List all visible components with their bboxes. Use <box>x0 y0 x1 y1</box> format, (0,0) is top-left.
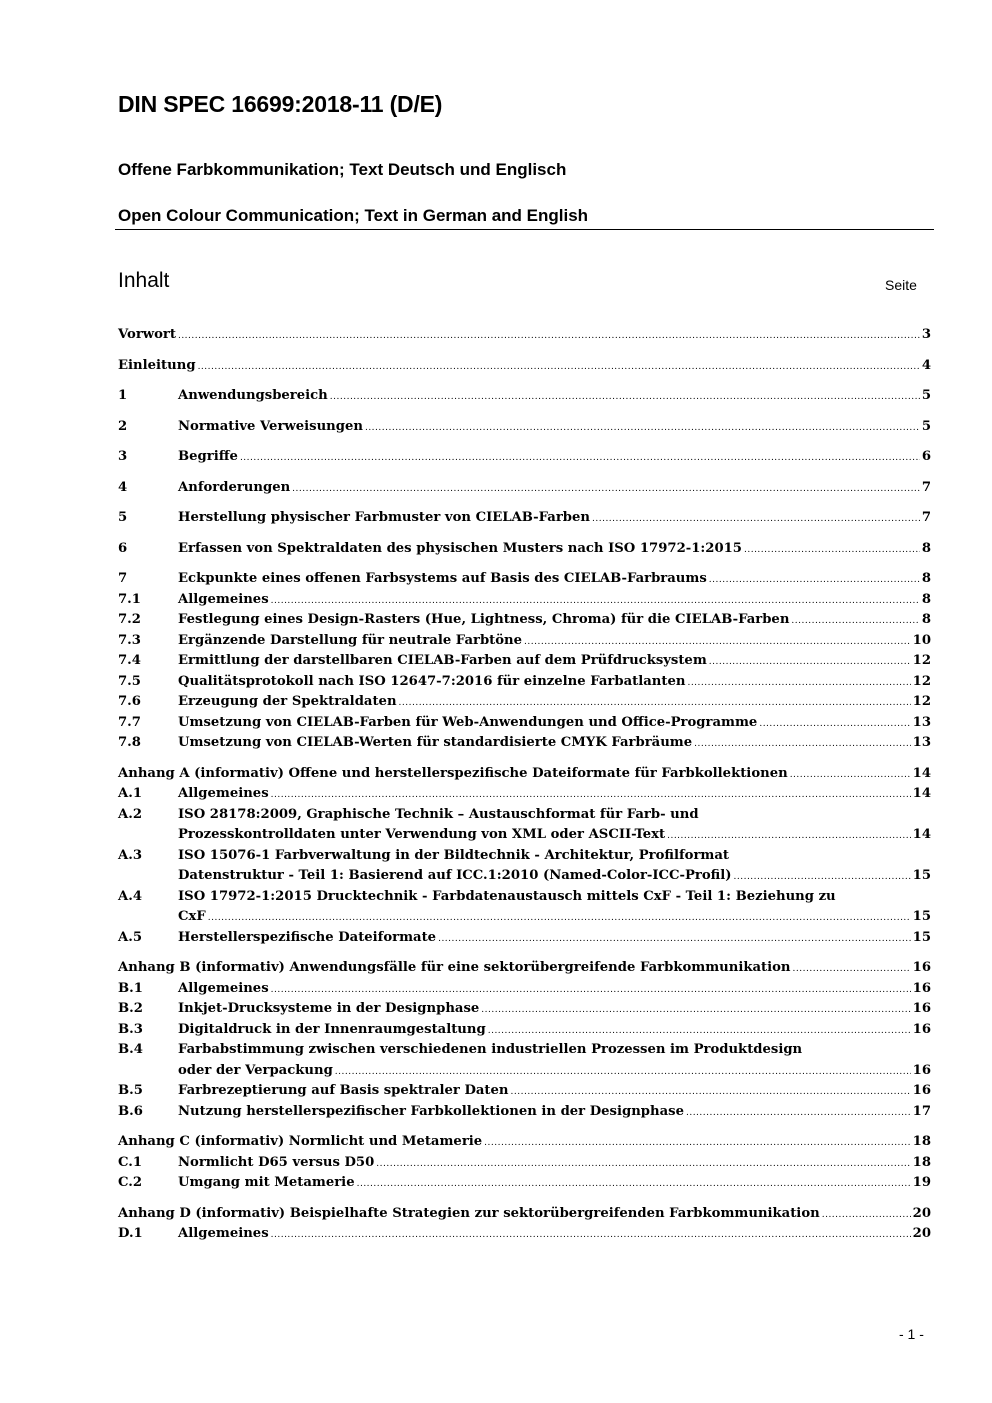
toc-entry-6[interactable]: 6 Erfassen von Spektraldaten des physischen Musters nach ISO 17972-1:2015 ..... 8 <box>118 539 931 560</box>
toc-entry-7-7[interactable]: 7.7 Umsetzung von CIELAB-Farben für Web-Anwendungen und Office-Programme ..... 13 <box>118 713 931 734</box>
toc-entry-b-6[interactable]: B.6 Nutzung herstellerspezifischer Farbkollektionen in der Designphase ..... 17 <box>118 1102 931 1123</box>
toc-entry-4[interactable]: 4 Anforderungen ..... 7 <box>118 478 931 499</box>
toc-entry-b-2[interactable]: B.2 Inkjet-Drucksysteme in der Designphase ..... 16 <box>118 999 931 1020</box>
toc-entry-a-2[interactable]: A.2 ISO 28178:2009, Graphische Technik – Austauschformat für Farb- und <box>118 806 699 822</box>
toc-entry-7-5[interactable]: 7.5 Qualitätsprotokoll nach ISO 12647-7:2016 für einzelne Farbatlanten ..... 12 <box>118 672 931 693</box>
subtitle-german: Offene Farbkommunikation; Text Deutsch und Englisch <box>118 160 567 179</box>
toc-entry-a-1[interactable]: A.1 Allgemeines ..... 14 <box>118 784 931 805</box>
toc-entry-3[interactable]: 3 Begriffe ..... 6 <box>118 447 931 468</box>
toc-entry-einleitung[interactable]: Einleitung ..... 4 <box>118 356 931 377</box>
page-number: - 1 - <box>899 1326 924 1342</box>
toc-entry-5[interactable]: 5 Herstellung physischer Farbmuster von CIELAB-Farben ..... 7 <box>118 508 931 529</box>
toc-entry-2[interactable]: 2 Normative Verweisungen ..... 5 <box>118 417 931 438</box>
toc-entry-7-8[interactable]: 7.8 Umsetzung von CIELAB-Werten für standardisierte CMYK Farbräume ..... 13 <box>118 733 931 754</box>
toc-entry-d-1[interactable]: D.1 Allgemeines ..... 20 <box>118 1224 931 1245</box>
toc-entry-a-2-cont[interactable]: Prozesskontrolldaten unter Verwendung von XML oder ASCII-Text ..... 14 <box>118 825 931 846</box>
toc-entry-a-3[interactable]: A.3 ISO 15076-1 Farbverwaltung in der Bildtechnik - Architektur, Profilformat <box>118 847 729 863</box>
toc-entry-7-2[interactable]: 7.2 Festlegung eines Design-Rasters (Hue, Lightness, Chroma) für die CIELAB-Farben ..... 8 <box>118 610 931 631</box>
toc-entry-7-6[interactable]: 7.6 Erzeugung der Spektraldaten ..... 12 <box>118 692 931 713</box>
toc-entry-c-1[interactable]: C.1 Normlicht D65 versus D50 ..... 18 <box>118 1153 931 1174</box>
toc-entry-a-3-cont[interactable]: Datenstruktur - Teil 1: Basierend auf ICC.1:2010 (Named-Color-ICC-Profil) ..... 15 <box>118 866 931 887</box>
toc-entry-b-4-cont[interactable]: oder der Verpackung ..... 16 <box>118 1061 931 1082</box>
toc-entry-c-2[interactable]: C.2 Umgang mit Metamerie ..... 19 <box>118 1173 931 1194</box>
toc-entry-a-4-cont[interactable]: CxF ..... 15 <box>118 907 931 928</box>
toc-entry-a-4[interactable]: A.4 ISO 17972-1:2015 Drucktechnik - Farbdatenaustausch mittels CxF - Teil 1: Beziehung zu <box>118 888 836 904</box>
toc-entry-b-3[interactable]: B.3 Digitaldruck in der Innenraumgestaltung ..... 16 <box>118 1020 931 1041</box>
toc-entry-a-5[interactable]: A.5 Herstellerspezifische Dateiformate ..... 15 <box>118 928 931 949</box>
toc-entry-7-4[interactable]: 7.4 Ermittlung der darstellbaren CIELAB-Farben auf dem Prüfdrucksystem ..... 12 <box>118 651 931 672</box>
toc-entry-annex-b[interactable]: Anhang B (informativ) Anwendungsfälle für eine sektorübergreifende Farbkommunikation ..... 16 <box>118 958 931 979</box>
toc-heading: Inhalt <box>118 269 170 292</box>
toc-entry-b-5[interactable]: B.5 Farbrezeptierung auf Basis spektraler Daten ..... 16 <box>118 1081 931 1102</box>
toc-entry-7[interactable]: 7 Eckpunkte eines offenen Farbsystems auf Basis des CIELAB-Farbraums ..... 8 <box>118 569 931 590</box>
title-divider <box>115 229 934 230</box>
toc-entry-7-1[interactable]: 7.1 Allgemeines ..... 8 <box>118 590 931 611</box>
subtitle-english: Open Colour Communication; Text in German and English <box>118 206 589 225</box>
toc-entry-annex-a[interactable]: Anhang A (informativ) Offene und herstellerspezifische Dateiformate für Farbkollektionen ..... 14 <box>118 764 931 785</box>
toc-entry-b-4[interactable]: B.4 Farbabstimmung zwischen verschiedenen industriellen Prozessen im Produktdesign <box>118 1042 803 1057</box>
toc-entry-7-3[interactable]: 7.3 Ergänzende Darstellung für neutrale Farbtöne ..... 10 <box>118 631 931 652</box>
toc-entry-annex-c[interactable]: Anhang C (informativ) Normlicht und Metamerie ..... 18 <box>118 1132 931 1153</box>
table-of-contents <box>118 325 931 1245</box>
toc-entry-vorwort[interactable]: Vorwort ..... 3 <box>118 325 931 346</box>
toc-entry-1[interactable]: 1 Anwendungsbereich ..... 5 <box>118 386 931 407</box>
toc-entry-b-1[interactable]: B.1 Allgemeines ..... 16 <box>118 979 931 1000</box>
document-title: DIN SPEC 16699:2018-11 (D/E) <box>118 91 443 117</box>
page-column-label: Seite <box>885 277 917 293</box>
toc-entry-annex-d[interactable]: Anhang D (informativ) Beispielhafte Strategien zur sektorübergreifenden Farbkommunikation ..... 20 <box>118 1204 931 1225</box>
